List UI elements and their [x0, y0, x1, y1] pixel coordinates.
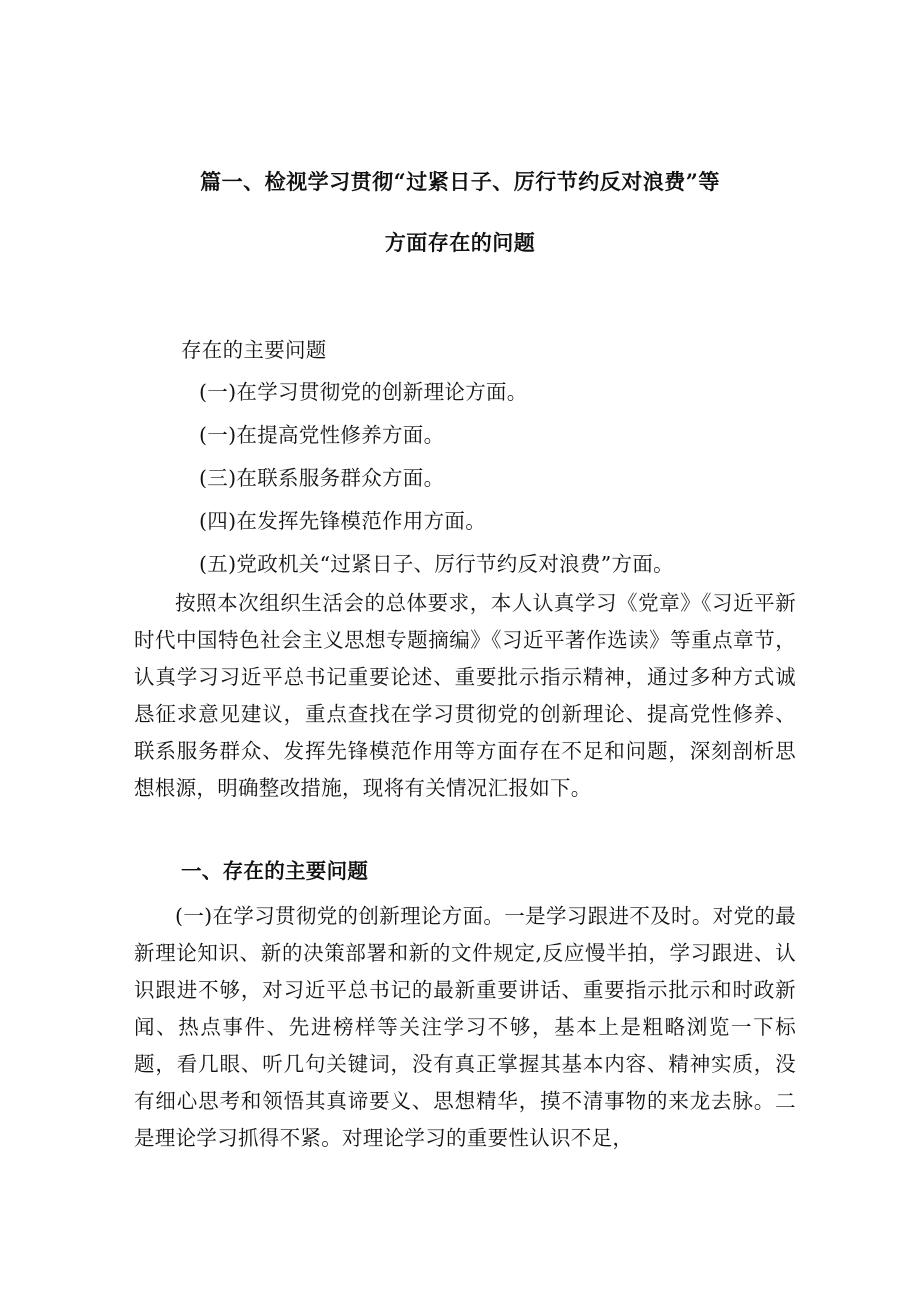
intro-heading: 存在的主要问题 [181, 338, 327, 362]
outline-item: (三)在联系服务群众方面。 [199, 466, 445, 490]
document-title-line1: 篇一、检视学习贯彻“过紧日子、厉行节约反对浪费”等 [200, 169, 720, 194]
body-paragraph: 按照本次组织生活会的总体要求，本人认真学习《党章》《习近平新时代中国特色社会主义思想专题摘编》《习近平著作选读》等重点章节，认真学习习近平总书记重要论述、重要批示指示精神，通过多种方式诚恳征求意见建议，重点查找在学习贯彻党的创新理论、提高党性修养、联系服务群众、发挥先锋模范作用等方面存在不足和问题，深刻剖析思想根源，明确整改措施，现将有关情况汇报如下。 [134, 591, 796, 800]
section-heading: 一、存在的主要问题 [181, 859, 369, 883]
outline-item: (一)在提高党性修养方面。 [199, 423, 445, 447]
body-paragraph: (一)在学习贯彻党的创新理论方面。一是学习跟进不及时。对党的最新理论知识、新的决策部署和新的文件规定,反应慢半拍，学习跟进、认识跟进不够，对习近平总书记的最新重要讲话、重要指示批示和时政新闻、热点事件、先进榜样等关注学习不够，基本上是粗略浏览一下标题，看几眼、听几句关键词，没有真正掌握其基本内容、精神实质，没有细心思考和领悟其真谛要义、思想精华，摸不清事物的来龙去脉。二是理论学习抓得不紧。对理论学习的重要性认识不足， [134, 904, 796, 1150]
outline-item: (五)党政机关“过紧日子、厉行节约反对浪费”方面。 [199, 552, 674, 576]
outline-item: (一)在学习贯彻党的创新理论方面。 [199, 380, 528, 404]
document-title-line2: 方面存在的问题 [384, 230, 536, 255]
outline-item: (四)在发挥先锋模范作用方面。 [199, 509, 486, 533]
